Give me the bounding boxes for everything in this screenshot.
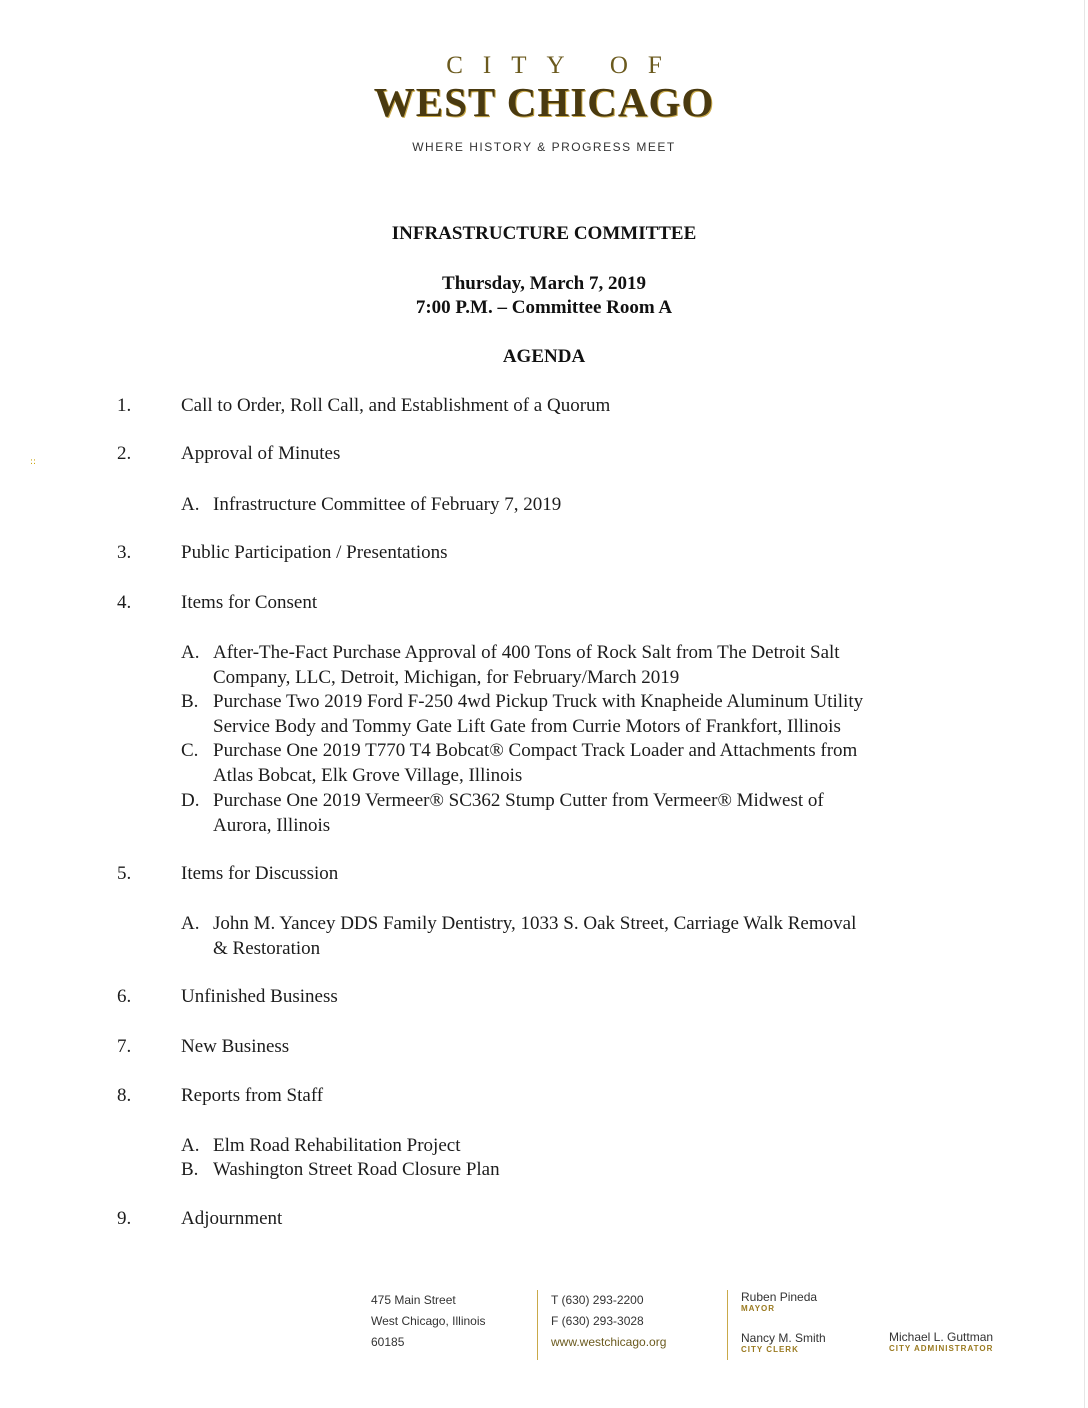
website-link[interactable]: www.westchicago.org <box>551 1335 667 1349</box>
sub-item <box>181 690 961 739</box>
sub-item-text: Infrastructure Committee of February 7, 2019 <box>213 494 562 515</box>
logo-city-of: CITY OF <box>446 52 682 79</box>
sub-item-text-cont: Aurora, Illinois <box>213 814 331 836</box>
item-title: Call to Order, Roll Call, and Establishment of a Quorum <box>181 395 611 416</box>
item-number: 1. <box>117 395 132 416</box>
agenda-heading: AGENDA <box>502 346 586 367</box>
item-number: 3. <box>117 542 132 563</box>
mayor-role: MAYOR <box>741 1304 776 1313</box>
sub-item-letter: B. <box>181 1159 199 1180</box>
item-number: 8. <box>117 1085 132 1106</box>
sub-item-text-cont: Company, LLC, Detroit, Michigan, for February/March 2019 <box>213 666 680 688</box>
meeting-date: Thursday, March 7, 2019 <box>442 273 646 294</box>
footer-administrator <box>889 1330 993 1353</box>
sub-item-letter: C. <box>181 740 199 761</box>
address-line: 475 Main Street <box>371 1293 456 1307</box>
sub-item-text: Purchase Two 2019 Ford F-250 4wd Pickup Truck with Knapheide Aluminum Utility <box>213 691 864 712</box>
address-zip: 60185 <box>371 1335 405 1349</box>
phone: T (630) 293-2200 <box>551 1293 644 1307</box>
item-number: 5. <box>117 863 132 884</box>
sub-item-letter: A. <box>181 494 200 515</box>
sub-item <box>181 739 961 788</box>
sub-item <box>181 641 961 690</box>
sub-item <box>181 912 961 961</box>
sub-item-text: Purchase One 2019 Vermeer® SC362 Stump Cutter from Vermeer® Midwest of <box>213 790 824 811</box>
page-edge <box>1084 0 1085 1408</box>
item-title: Items for Consent <box>181 592 318 613</box>
item-title: New Business <box>181 1036 290 1057</box>
item-title: Items for Discussion <box>181 863 339 884</box>
sub-item <box>181 1134 961 1159</box>
footer-divider <box>727 1290 728 1360</box>
sub-item-text: Washington Street Road Closure Plan <box>213 1159 500 1180</box>
sub-item-letter: A. <box>181 642 200 663</box>
sub-item-letter: B. <box>181 691 199 712</box>
item-title: Reports from Staff <box>181 1085 324 1106</box>
sub-item-text: Purchase One 2019 T770 T4 Bobcat® Compact Track Loader and Attachments from <box>213 740 858 761</box>
sub-item <box>181 493 961 518</box>
sub-item-text: John M. Yancey DDS Family Dentistry, 1033 S. Oak Street, Carriage Walk Removal <box>213 913 857 934</box>
sub-item-text-cont: Service Body and Tommy Gate Lift Gate from Currie Motors of Frankfort, Illinois <box>213 715 841 737</box>
administrator-role: CITY ADMINISTRATOR <box>889 1344 994 1353</box>
footer-officials <box>741 1290 826 1354</box>
sub-item <box>181 1158 961 1183</box>
sub-item-text: After-The-Fact Purchase Approval of 400 Tons of Rock Salt from The Detroit Salt <box>213 642 840 663</box>
sub-item-text-cont: Atlas Bobcat, Elk Grove Village, Illinois <box>213 764 523 786</box>
sub-item-letter: A. <box>181 1135 200 1156</box>
logo-tagline: WHERE HISTORY & PROGRESS MEET <box>412 140 676 154</box>
footer-contact <box>551 1290 666 1353</box>
sub-item-text-cont: & Restoration <box>213 937 321 959</box>
sub-item-letter: D. <box>181 790 200 811</box>
clerk-role: CITY CLERK <box>741 1345 799 1354</box>
sub-item-letter: A. <box>181 913 200 934</box>
item-title: Adjournment <box>181 1208 283 1229</box>
committee-title: INFRASTRUCTURE COMMITTEE <box>391 223 697 244</box>
mayor-name: Ruben Pineda <box>741 1290 818 1304</box>
item-number: 9. <box>117 1208 132 1229</box>
item-number: 2. <box>117 443 132 464</box>
footer-divider <box>537 1290 538 1360</box>
footer-address <box>371 1290 486 1353</box>
sub-item <box>181 789 961 838</box>
item-number: 6. <box>117 986 132 1007</box>
logo-name: WEST CHICAGO <box>373 79 715 125</box>
item-title: Public Participation / Presentations <box>181 542 448 563</box>
item-title: Unfinished Business <box>181 986 338 1007</box>
sub-item-text: Elm Road Rehabilitation Project <box>213 1135 461 1156</box>
address-line: West Chicago, Illinois <box>371 1314 486 1328</box>
fax: F (630) 293-3028 <box>551 1314 644 1328</box>
margin-marker: :: <box>30 457 37 467</box>
meeting-time-place: 7:00 P.M. – Committee Room A <box>415 297 673 318</box>
clerk-name: Nancy M. Smith <box>741 1331 826 1345</box>
item-number: 4. <box>117 592 132 613</box>
item-number: 7. <box>117 1036 132 1057</box>
item-title: Approval of Minutes <box>181 443 341 464</box>
administrator-name: Michael L. Guttman <box>889 1330 994 1344</box>
